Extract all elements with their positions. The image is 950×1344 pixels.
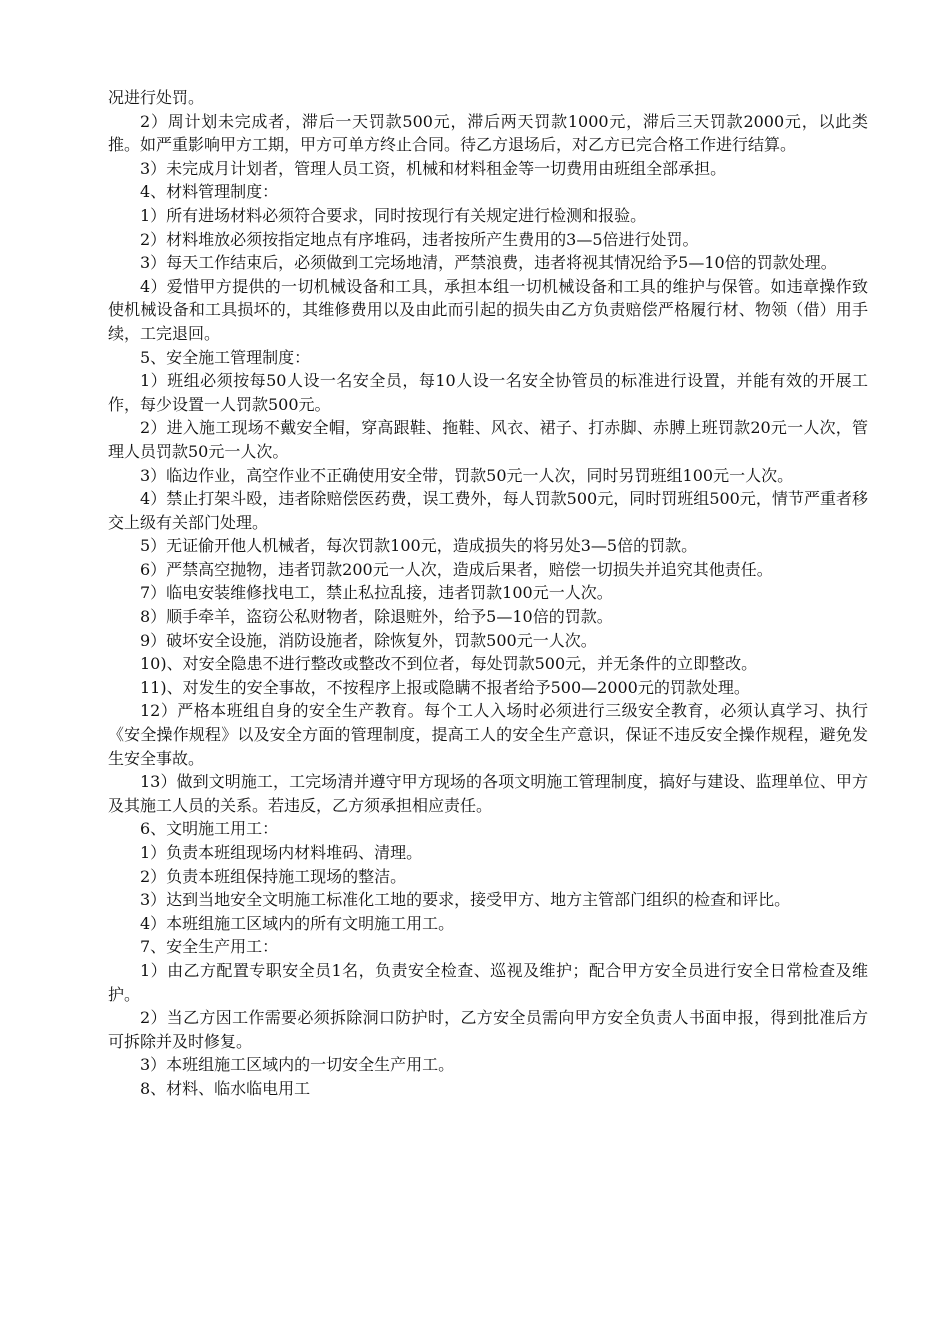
section-heading: 5、安全施工管理制度： xyxy=(140,347,311,367)
paragraph: 2）当乙方因工作需要必须拆除洞口防护时，乙方安全员需向甲方安全负责人书面申报，得到批准后方可拆除并及时修复。 xyxy=(108,1008,868,1051)
paragraph: 4）爱惜甲方提供的一切机械设备和工具，承担本组一切机械设备和工具的维护与保管。如违章操作致使机械设备和工具损坏的，其维修费用以及由此而引起的损失由乙方负责赔偿严格履行材、物领（借）用手续，工完退回。 xyxy=(108,276,868,343)
paragraph: 3）达到当地安全文明施工标准化工地的要求，接受甲方、地方主管部门组织的检查和评比。 xyxy=(140,890,791,910)
paragraph: 7）临电安装维修找电工，禁止私拉乱接，违者罚款100元一人次。 xyxy=(140,583,613,603)
paragraph: 3）每天工作结束后，必须做到工完场地清，严禁浪费，违者将视其情况给予5—10倍的罚款处理。 xyxy=(140,253,837,273)
paragraph: 2）进入施工现场不戴安全帽，穿高跟鞋、拖鞋、风衣、裙子、打赤脚、赤膊上班罚款20元一人次，管理人员罚款50元一人次。 xyxy=(108,418,868,461)
paragraph: 13）做到文明施工，工完场清并遵守甲方现场的各项文明施工管理制度，搞好与建设、监理单位、甲方及其施工人员的关系。若违反，乙方须承担相应责任。 xyxy=(108,772,868,815)
paragraph: 5）无证偷开他人机械者，每次罚款100元，造成损失的将另处3—5倍的罚款。 xyxy=(140,536,698,556)
section-heading: 4、材料管理制度： xyxy=(140,182,279,202)
document-body xyxy=(108,86,868,1101)
paragraph: 10)、对安全隐患不进行整改或整改不到位者，每处罚款500元，并无条件的立即整改。 xyxy=(140,654,758,674)
paragraph: 3）临边作业，高空作业不正确使用安全带，罚款50元一人次，同时另罚班组100元一人次。 xyxy=(140,465,794,485)
paragraph: 2）负责本班组保持施工现场的整洁。 xyxy=(140,866,407,886)
paragraph: 1）班组必须按每50人设一名安全员，每10人设一名安全协管员的标准进行设置，并能有效的开展工作，每少设置一人罚款500元。 xyxy=(108,371,868,414)
paragraph: 1）负责本班组现场内材料堆码、清理。 xyxy=(140,843,423,862)
paragraph: 8）顺手牵羊，盗窃公私财物者，除退赃外，给予5—10倍的罚款。 xyxy=(140,607,613,627)
section-heading: 6、文明施工用工： xyxy=(140,819,279,839)
paragraph: 1）所有进场材料必须符合要求，同时按现行有关规定进行检测和报验。 xyxy=(140,205,647,225)
paragraph: 3）本班组施工区域内的一切安全生产用工。 xyxy=(140,1055,455,1075)
paragraph: 6）严禁高空抛物，违者罚款200元一人次，造成后果者，赔偿一切损失并追究其他责任。 xyxy=(140,559,773,579)
paragraph: 2）周计划未完成者，滞后一天罚款500元，滞后两天罚款1000元，滞后三天罚款2000元，以此类推。如严重影响甲方工期，甲方可单方终止合同。待乙方退场后，对乙方已完合格工作进行结算。 xyxy=(108,111,868,155)
paragraph: 11)、对发生的安全事故，不按程序上报或隐瞒不报者给予500—2000元的罚款处理。 xyxy=(140,677,750,697)
paragraph: 况进行处罚。 xyxy=(108,88,205,107)
paragraph: 4）本班组施工区域内的所有文明施工用工。 xyxy=(140,913,455,933)
paragraph: 2）材料堆放必须按指定地点有序堆码，违者按所产生费用的3—5倍进行处罚。 xyxy=(140,229,699,249)
paragraph: 9）破坏安全设施，消防设施者，除恢复外，罚款500元一人次。 xyxy=(140,630,597,650)
paragraph: 4）禁止打架斗殴，违者除赔偿医药费，误工费外，每人罚款500元，同时罚班组500元，情节严重者移交上级有关部门处理。 xyxy=(108,489,868,532)
section-heading: 7、安全生产用工： xyxy=(140,937,279,957)
paragraph: 3）未完成月计划者，管理人员工资，机械和材料租金等一切费用由班组全部承担。 xyxy=(140,158,727,178)
paragraph: 12）严格本班组自身的安全生产教育。每个工人入场时必须进行三级安全教育，必须认真学习、执行《安全操作规程》以及安全方面的管理制度，提高工人的安全生产意识，保证不违反安全操作规程，避免发生安全事故。 xyxy=(108,701,868,768)
section-heading: 8、材料、临水临电用工 xyxy=(140,1078,311,1098)
paragraph: 1）由乙方配置专职安全员1名，负责安全检查、巡视及维护；配合甲方安全员进行安全日常检查及维护。 xyxy=(108,960,868,1004)
